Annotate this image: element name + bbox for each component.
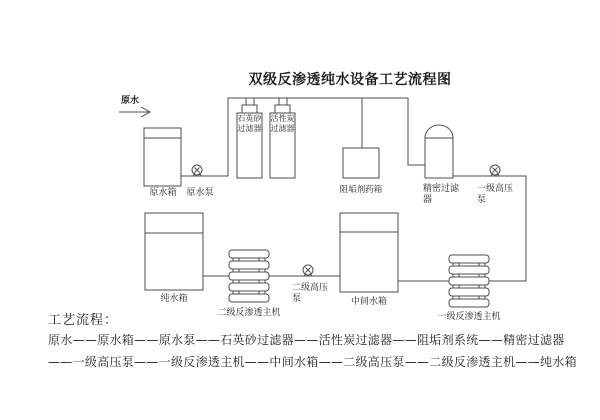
- precision-filter-label: 精密过滤器: [423, 184, 460, 205]
- antiscalant-box-shape: [343, 148, 379, 178]
- legend-heading: 工艺流程：: [48, 313, 119, 328]
- stage1-ro-host-label: 一级反渗透主机: [437, 312, 501, 322]
- stage2-ro-host-shape: [229, 250, 269, 302]
- stage1-hp-pump-icon: [490, 165, 500, 176]
- intermediate-tank-label: 中间水箱: [350, 297, 387, 307]
- legend-flow-line-1: 原水——原水箱——原水泵——石英砂过滤器——活性炭过滤器——阻垢剂系统——精密过滤器: [48, 333, 565, 347]
- stage2-hp-pump-label: 二级高压泵: [292, 283, 329, 304]
- raw-water-tank-shape: [144, 128, 181, 186]
- antiscalant-box-label: 阻垢剂药箱: [339, 185, 383, 195]
- raw-water-pump-label: 原水泵: [186, 188, 214, 198]
- stage1-ro-host-shape: [449, 255, 489, 307]
- stage2-ro-host-label: 二级反渗透主机: [217, 308, 281, 318]
- diagram-title: 双级反渗透纯水设备工艺流程图: [248, 72, 452, 88]
- stage2-hp-pump-icon: [303, 265, 313, 276]
- pure-water-tank-shape: [145, 213, 203, 290]
- raw-water-feed-label: 原水: [121, 96, 140, 106]
- stage1-hp-pump-label: 一级高压泵: [477, 184, 514, 205]
- raw-water-tank-label: 原水箱: [149, 188, 177, 198]
- quartz-sand-filter-label: 石英砂过滤器: [237, 114, 262, 134]
- legend-flow-line-2: ——一级高压泵——一级反渗透主机——中间水箱——二级高压泵——二级反渗透主机——纯水箱: [48, 355, 577, 369]
- pure-water-tank-label: 纯水箱: [160, 294, 188, 304]
- precision-filter-shape: [425, 125, 453, 178]
- activated-carbon-filter-label: 活性炭过滤器: [270, 114, 295, 134]
- raw-water-arrow-icon: [119, 107, 150, 117]
- intermediate-tank-shape: [340, 213, 398, 292]
- raw-water-pump-icon: [192, 165, 202, 176]
